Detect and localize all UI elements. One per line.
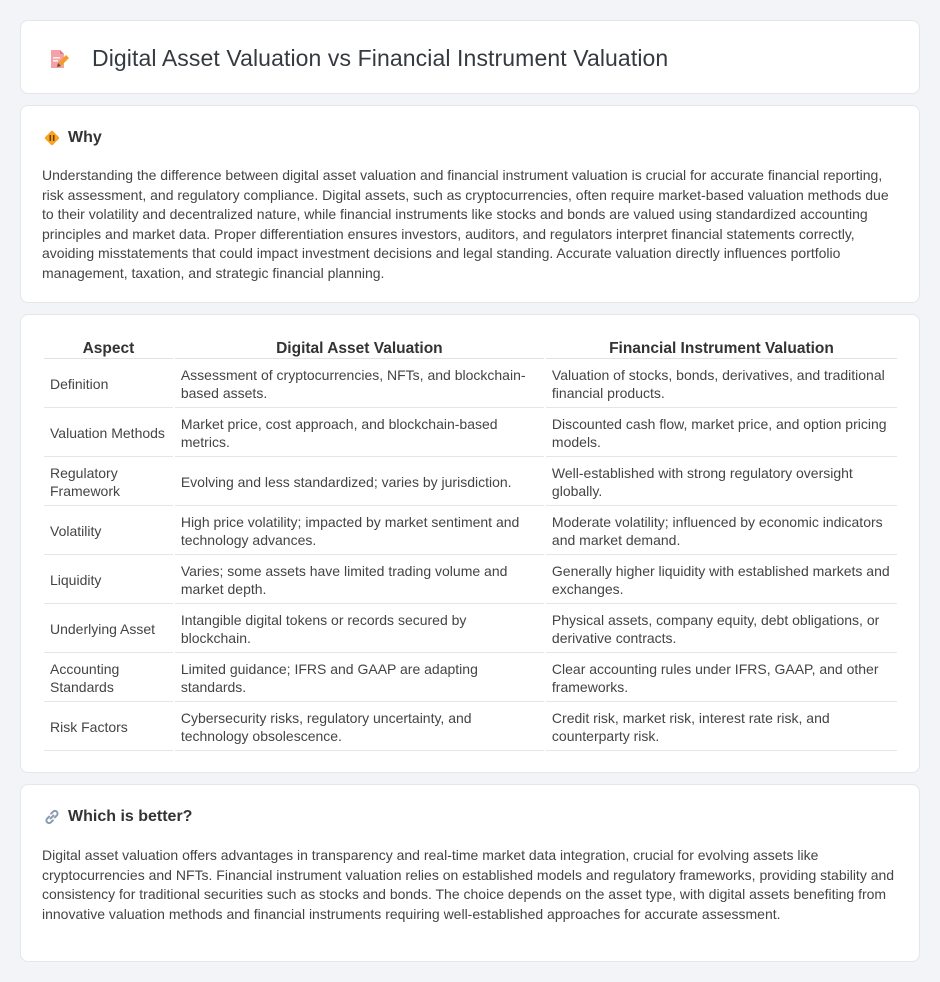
better-heading [43, 807, 192, 827]
table-row [44, 508, 897, 555]
why-body: Understanding the difference between digital asset valuation and financial instrument valuation is crucial for accurate financial reporting, risk assessment, and regulatory compliance. Digital assets, such as cryptocurrencies, often require market-based valuation methods due to their volatility and decentralized nature, while financial instruments like stocks and bonds are valued using standardized accounting principles and market data. Proper differentiation ensures investors, auditors, and regulators interpret financial statements correctly, avoiding misstatements that could impact investment decisions and legal standing. Accurate valuation directly influences portfolio management, taxation, and strategic financial planning. [42, 167, 889, 281]
comparison-table-card [20, 314, 920, 773]
financial-cell: Valuation of stocks, bonds, derivatives, and traditional financial products. [546, 361, 897, 408]
digital-cell: Cybersecurity risks, regulatory uncertainty, and technology obsolescence. [175, 704, 544, 751]
aspect-cell: Accounting Standards [44, 655, 173, 702]
which-is-better-section [20, 784, 920, 962]
table-row [44, 459, 897, 506]
table-row [44, 655, 897, 702]
aspect-cell: Regulatory Framework [44, 459, 173, 506]
digital-cell: Evolving and less standardized; varies by jurisdiction. [175, 459, 544, 506]
digital-cell: Limited guidance; IFRS and GAAP are adapting standards. [175, 655, 544, 702]
aspect-cell: Underlying Asset [44, 606, 173, 653]
table-row [44, 361, 897, 408]
financial-cell: Credit risk, market risk, interest rate risk, and counterparty risk. [546, 704, 897, 751]
why-section [20, 105, 920, 303]
document-pencil-icon [47, 48, 69, 70]
digital-cell: Intangible digital tokens or records secured by blockchain. [175, 606, 544, 653]
why-title: Why [68, 129, 102, 146]
financial-cell: Moderate volatility; influenced by economic indicators and market demand. [546, 508, 897, 555]
header-card [20, 20, 920, 94]
digital-cell: Market price, cost approach, and blockchain-based metrics. [175, 410, 544, 457]
comparison-table [42, 336, 899, 753]
aspect-cell: Definition [44, 361, 173, 408]
table-row [44, 606, 897, 653]
aspect-cell: Risk Factors [44, 704, 173, 751]
aspect-cell: Valuation Methods [44, 410, 173, 457]
table-row [44, 557, 897, 604]
page-title: Digital Asset Valuation vs Financial Instrument Valuation [92, 45, 669, 71]
table-row [44, 704, 897, 751]
why-heading [43, 128, 102, 148]
table-row [44, 410, 897, 457]
digital-cell: High price volatility; impacted by market sentiment and technology advances. [175, 508, 544, 555]
diamond-warning-icon [43, 129, 61, 147]
column-header-financial: Financial Instrument Valuation [546, 338, 897, 359]
financial-cell: Discounted cash flow, market price, and option pricing models. [546, 410, 897, 457]
digital-cell: Assessment of cryptocurrencies, NFTs, and blockchain-based assets. [175, 361, 544, 408]
link-icon [43, 808, 61, 826]
table-header-row [44, 338, 897, 359]
financial-cell: Generally higher liquidity with established markets and exchanges. [546, 557, 897, 604]
column-header-aspect: Aspect [44, 338, 173, 359]
column-header-digital: Digital Asset Valuation [175, 338, 544, 359]
financial-cell: Well-established with strong regulatory oversight globally. [546, 459, 897, 506]
aspect-cell: Volatility [44, 508, 173, 555]
digital-cell: Varies; some assets have limited trading volume and market depth. [175, 557, 544, 604]
aspect-cell: Liquidity [44, 557, 173, 604]
better-title: Which is better? [68, 808, 193, 825]
financial-cell: Physical assets, company equity, debt obligations, or derivative contracts. [546, 606, 897, 653]
financial-cell: Clear accounting rules under IFRS, GAAP, and other frameworks. [546, 655, 897, 702]
better-body: Digital asset valuation offers advantages in transparency and real-time market data integration, crucial for evolving assets like cryptocurrencies and NFTs. Financial instrument valuation relies on established models and regulatory frameworks, providing stability and consistency for traditional securities such as stocks and bonds. The choice depends on the asset type, with digital assets benefiting from innovative valuation methods and financial instruments requiring well-established approaches for accurate assessment. [42, 847, 895, 922]
